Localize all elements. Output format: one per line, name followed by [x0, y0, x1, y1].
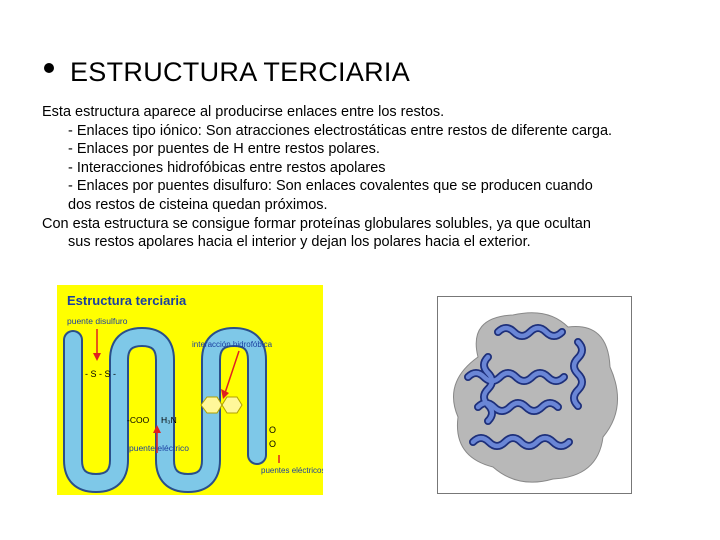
label-hydrophobic-interaction: interacción hidrofóbica	[192, 340, 273, 349]
label-electric-bridges: puentes eléctricos	[261, 466, 323, 475]
chem-group-o: O	[269, 439, 277, 449]
list-item-disulfide-continued: dos restos de cisteina quedan próximos.	[68, 196, 328, 213]
diagram-heading: Estructura terciaria	[67, 293, 187, 308]
list-item-disulfide: - Enlaces por puentes disulfuro: Son enlaces covalentes que se producen cuando	[68, 178, 593, 195]
chem-group-o: O	[269, 425, 277, 435]
label-electric-bridge: puente eléctrico	[129, 443, 190, 453]
globular-protein-figure	[437, 296, 632, 494]
disulfide-arrowhead-icon	[93, 353, 101, 361]
label-ss: - S - S -	[85, 369, 116, 379]
intro-text: Esta estructura aparece al producirse enlaces entre los restos.	[42, 104, 445, 120]
slide-title: ESTRUCTURA TERCIARIA	[70, 56, 411, 87]
slide-title-row	[44, 52, 410, 92]
diagram-svg	[57, 285, 323, 495]
conclusion-text: Con esta estructura se consigue formar proteínas globulares solubles, ya que ocultan	[42, 215, 591, 232]
label-disulfide-bridge: puente disulfuro	[67, 316, 128, 326]
conclusion-text-continued: sus restos apolares hacia el interior y dejan los polares hacia el exterior.	[68, 234, 531, 251]
tertiary-structure-diagram	[57, 285, 323, 495]
list-item-ionic: - Enlaces tipo iónico: Son atracciones electrostáticas entre restos de diferente carga.	[68, 122, 613, 139]
label-coo: -COO	[127, 415, 150, 425]
slide-body	[42, 103, 702, 252]
bullet-icon	[44, 63, 54, 73]
list-item-hydrophobic: - Interacciones hidrofóbicas entre restos apolares	[68, 159, 386, 176]
label-nh3: H₃N	[161, 415, 177, 425]
hydrophobic-arrow	[225, 351, 239, 393]
hexagon-ring-icon	[222, 397, 242, 413]
list-item-hydrogen: - Enlaces por puentes de H entre restos polares.	[68, 141, 380, 158]
globular-protein-svg	[438, 297, 631, 493]
globule-shade	[454, 313, 618, 482]
